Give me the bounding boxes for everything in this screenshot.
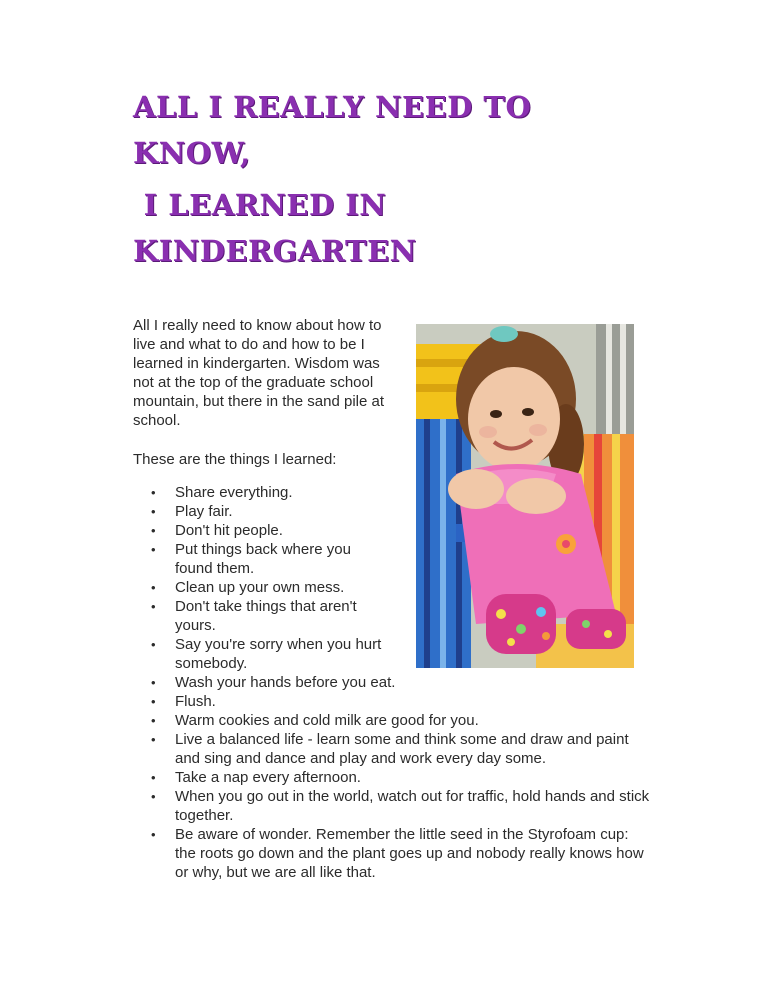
list-item: • Warm cookies and cold milk are good for you. [133, 711, 653, 730]
list-item: • Share everything. [133, 483, 653, 502]
list-item: • Flush. [133, 692, 653, 711]
list-item: • Be aware of wonder. Remember the little seed in the Styrofoam cup: the roots go down and the plant goes up and nobody really knows how or why, but we are all like that. [133, 825, 653, 882]
list-item: • Live a balanced life - learn some and think some and draw and paint and sing and dance and play and work every day some. [133, 730, 653, 768]
child-photo [416, 324, 634, 668]
list-item: • Play fair. [133, 502, 653, 521]
list-item: • Put things back where you found them. [133, 540, 385, 578]
list-item: • Say you're sorry when you hurt somebody. [133, 635, 385, 673]
title-line: KINDERGARTEN [133, 234, 417, 268]
title-line: ALL I REALLY NEED TO [133, 90, 532, 124]
title-line: I LEARNED IN [133, 188, 387, 222]
list-item: • Don't hit people. [133, 521, 653, 540]
list-item: • Take a nap every afternoon. [133, 768, 653, 787]
list-item: • Don't take things that aren't yours. [133, 597, 385, 635]
list-item: • Clean up your own mess. [133, 578, 653, 597]
list-item: • Wash your hands before you eat. [133, 673, 653, 692]
title-line: KNOW, [133, 136, 251, 170]
list-lead-in: These are the things I learned: [133, 451, 337, 468]
intro-paragraph: All I really need to know about how to live and what to do and how to be I learned in kindergarten. Wisdom was not at the top of the graduate school mountain, but there in the sand pile at school. [133, 317, 385, 429]
document-title [133, 84, 573, 274]
list-item: • When you go out in the world, watch out for traffic, hold hands and stick together. [133, 787, 653, 825]
